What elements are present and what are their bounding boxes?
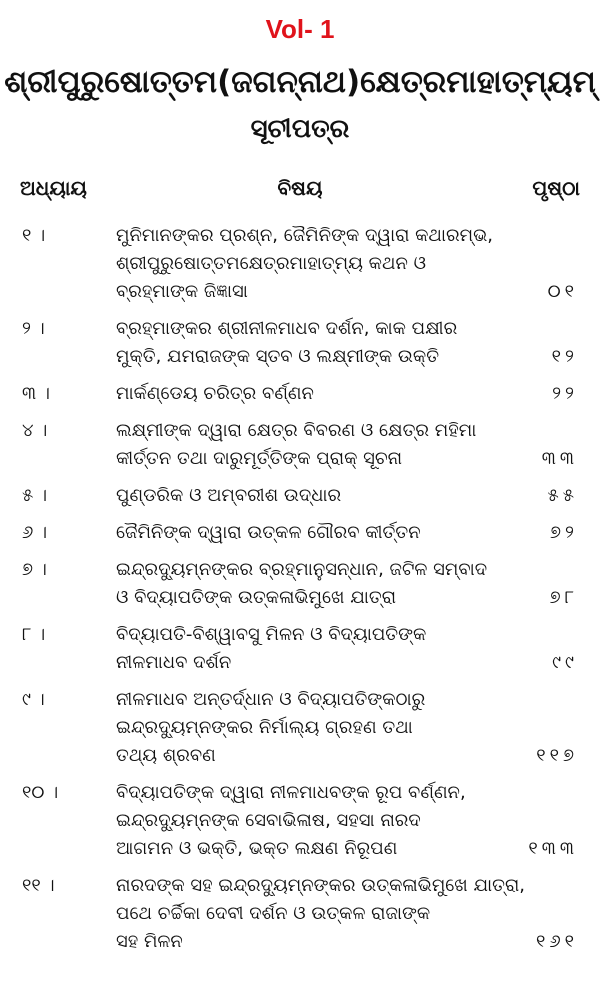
contents-entry	[0, 556, 600, 612]
subject-line: ଓ ବିଦ୍ୟାପତିଙ୍କ ଉତ୍କଳାଭିମୁଖେ ଯାତ୍ରା	[116, 587, 396, 608]
chapter-number: ୧୧ ।	[22, 875, 55, 896]
page-number: ୧୨	[551, 346, 578, 367]
chapter-number: ୪ ।	[22, 420, 48, 441]
chapter-subject	[116, 519, 506, 547]
page-number: ୧୩୩	[528, 838, 578, 859]
subject-line: ବିଦ୍ୟାପତିଙ୍କ ଦ୍ୱାରା ନୀଳମାଧବଙ୍କ ରୂପ ବର୍ଣ୍ଣନ,	[116, 782, 466, 803]
subject-line: ପଥେ ଚର୍ଚ୍ଚିକା ଦେବୀ ଦର୍ଶନ ଓ ଉତ୍କଳ ରାଜାଙ୍କ	[116, 903, 431, 924]
chapter-subject	[116, 380, 506, 408]
contents-entry	[0, 779, 600, 863]
chapter-subject	[116, 222, 506, 306]
contents-entry	[0, 519, 600, 547]
chapter-number: ୬ ।	[22, 522, 48, 543]
chapter-subject	[116, 417, 506, 473]
page-column-header: ପୃଷ୍ଠା	[532, 176, 580, 200]
subject-line: ତଥ୍ୟ ଶ୍ରବଣ	[116, 745, 216, 766]
chapter-subject	[116, 686, 506, 770]
contents-entry	[0, 417, 600, 473]
chapter-number: ୩ ।	[22, 383, 50, 404]
chapter-column-header: ଅଧ୍ୟାୟ	[20, 176, 87, 200]
subject-line: ପୁଣ୍ଡରିକ ଓ ଅମ୍ବରୀଶ ଉଦ୍ଧାର	[116, 485, 342, 506]
chapter-number: ୨ ।	[22, 318, 45, 339]
subject-line: ମୁନିମାନଙ୍କର ପ୍ରଶ୍ନ, ଜୈମିନିଙ୍କ ଦ୍ୱାରା କଥାରମ୍ଭ,	[116, 225, 493, 246]
contents-entry	[0, 315, 600, 371]
contents-entry	[0, 872, 600, 956]
chapter-number: ୯ ।	[22, 689, 45, 710]
subject-line: ଇନ୍ଦ୍ରଦ୍ୟୁମ୍ନଙ୍କର ନିର୍ମାଲ୍ୟ ଗ୍ରହଣ ତଥା	[116, 717, 413, 738]
subject-line: ନୀଳମାଧବ ଅନ୍ତର୍ଦ୍ଧାନ ଓ ବିଦ୍ୟାପତିଙ୍କଠାରୁ	[116, 689, 426, 710]
volume-label: Vol- 1	[265, 14, 335, 44]
chapter-subject	[116, 779, 506, 863]
subject-line: ବିଦ୍ୟାପତି-ବିଶ୍ୱାବସୁ ମିଳନ ଓ ବିଦ୍ୟାପତିଙ୍କ	[116, 624, 427, 645]
column-headers	[0, 176, 600, 206]
contents-list	[0, 222, 600, 965]
chapter-subject	[116, 482, 506, 510]
subject-line: ଜୈମିନିଙ୍କ ଦ୍ୱାରା ଉତ୍କଳ ଗୌରବ କୀର୍ତ୍ତନ	[116, 522, 421, 543]
contents-entry	[0, 222, 600, 306]
subject-line: ବ୍ରହ୍ମାଙ୍କ ଜିଜ୍ଞାସା	[116, 281, 248, 302]
page-number: ୧୬୧	[535, 931, 578, 952]
subject-line: ଇନ୍ଦ୍ରଦ୍ୟୁମ୍ନଙ୍କର ବ୍ରହ୍ମାନୁସନ୍ଧାନ, ଜଟିଳ ସମ୍ବାଦ	[116, 559, 488, 580]
subject-line: ଇନ୍ଦ୍ରଦ୍ୟୁମ୍ନଙ୍କ ସେବାଭିଳାଷ, ସହସା ନାରଦ	[116, 810, 421, 831]
page-number: ୭୨	[550, 522, 578, 543]
book-title: ଶ୍ରୀପୁରୁଷୋତ୍ତମ(ଜଗନ୍ନାଥ)କ୍ଷେତ୍ରମାହାତ୍ମ୍ୟମ୍	[4, 64, 596, 100]
chapter-number: ୮ ।	[22, 624, 46, 645]
subject-line: କୀର୍ତ୍ତନ ତଥା ଦାରୁମୂର୍ତ୍ତିଙ୍କ ପ୍ରାକ୍ ସୂଚନା	[116, 448, 403, 469]
subject-line: ଲକ୍ଷ୍ମୀଙ୍କ ଦ୍ୱାରା କ୍ଷେତ୍ର ବିବରଣ ଓ କ୍ଷେତ୍ର ମହିମା	[116, 420, 477, 441]
subject-line: ସହ ମିଳନ	[116, 931, 183, 952]
chapter-subject	[116, 621, 506, 677]
chapter-subject	[116, 872, 526, 956]
subject-line: ଆଗମନ ଓ ଭକ୍ତି, ଭକ୍ତ ଲକ୍ଷଣ ନିରୂପଣ	[116, 838, 398, 859]
page-number: ୨୨	[552, 383, 578, 404]
chapter-subject	[116, 556, 506, 612]
chapter-number: ୧ ।	[22, 225, 46, 246]
subject-line: ବ୍ରହ୍ମାଙ୍କର ଶ୍ରୀନୀଳମାଧବ ଦର୍ଶନ, କାକ ପକ୍ଷୀର	[116, 318, 458, 339]
contents-entry	[0, 621, 600, 677]
page-number: ୩୩	[541, 448, 578, 469]
chapter-number: ୧୦ ।	[22, 782, 59, 803]
chapter-subject	[116, 315, 506, 371]
chapter-number: ୭ ।	[22, 559, 47, 580]
subject-line: ଶ୍ରୀପୁରୁଷୋତ୍ତମକ୍ଷେତ୍ରମାହାତ୍ମ୍ୟ କଥନ ଓ	[116, 253, 426, 274]
page-number: ୫୫	[547, 485, 578, 506]
page-number: ୦୧	[547, 281, 578, 302]
subject-line: ନାରଦଙ୍କ ସହ ଇନ୍ଦ୍ରଦ୍ୟୁମ୍ନଙ୍କର ଉତ୍କଳାଭିମୁଖେ ଯାତ୍ରା,	[116, 875, 526, 896]
contents-entry	[0, 686, 600, 770]
subject-line: ମୁକ୍ତି, ଯମରାଜଙ୍କ ସ୍ତବ ଓ ଲକ୍ଷ୍ମୀଙ୍କ ଉକ୍ତି	[116, 346, 440, 367]
chapter-number: ୫ ।	[22, 485, 48, 506]
contents-heading: ସୂଚୀପତ୍ର	[250, 114, 350, 144]
subject-line: ନୀଳମାଧବ ଦର୍ଶନ	[116, 652, 232, 673]
subject-line: ମାର୍କଣ୍ଡେୟ ଚରିତ୍ର ବର୍ଣ୍ଣନ	[116, 383, 314, 404]
page-number: ୭୮	[549, 587, 578, 608]
page-number: ୯୯	[552, 652, 578, 673]
contents-entry	[0, 482, 600, 510]
subject-column-header: ବିଷୟ	[277, 176, 323, 200]
contents-entry	[0, 380, 600, 408]
page-number: ୧୧୭	[536, 745, 578, 766]
